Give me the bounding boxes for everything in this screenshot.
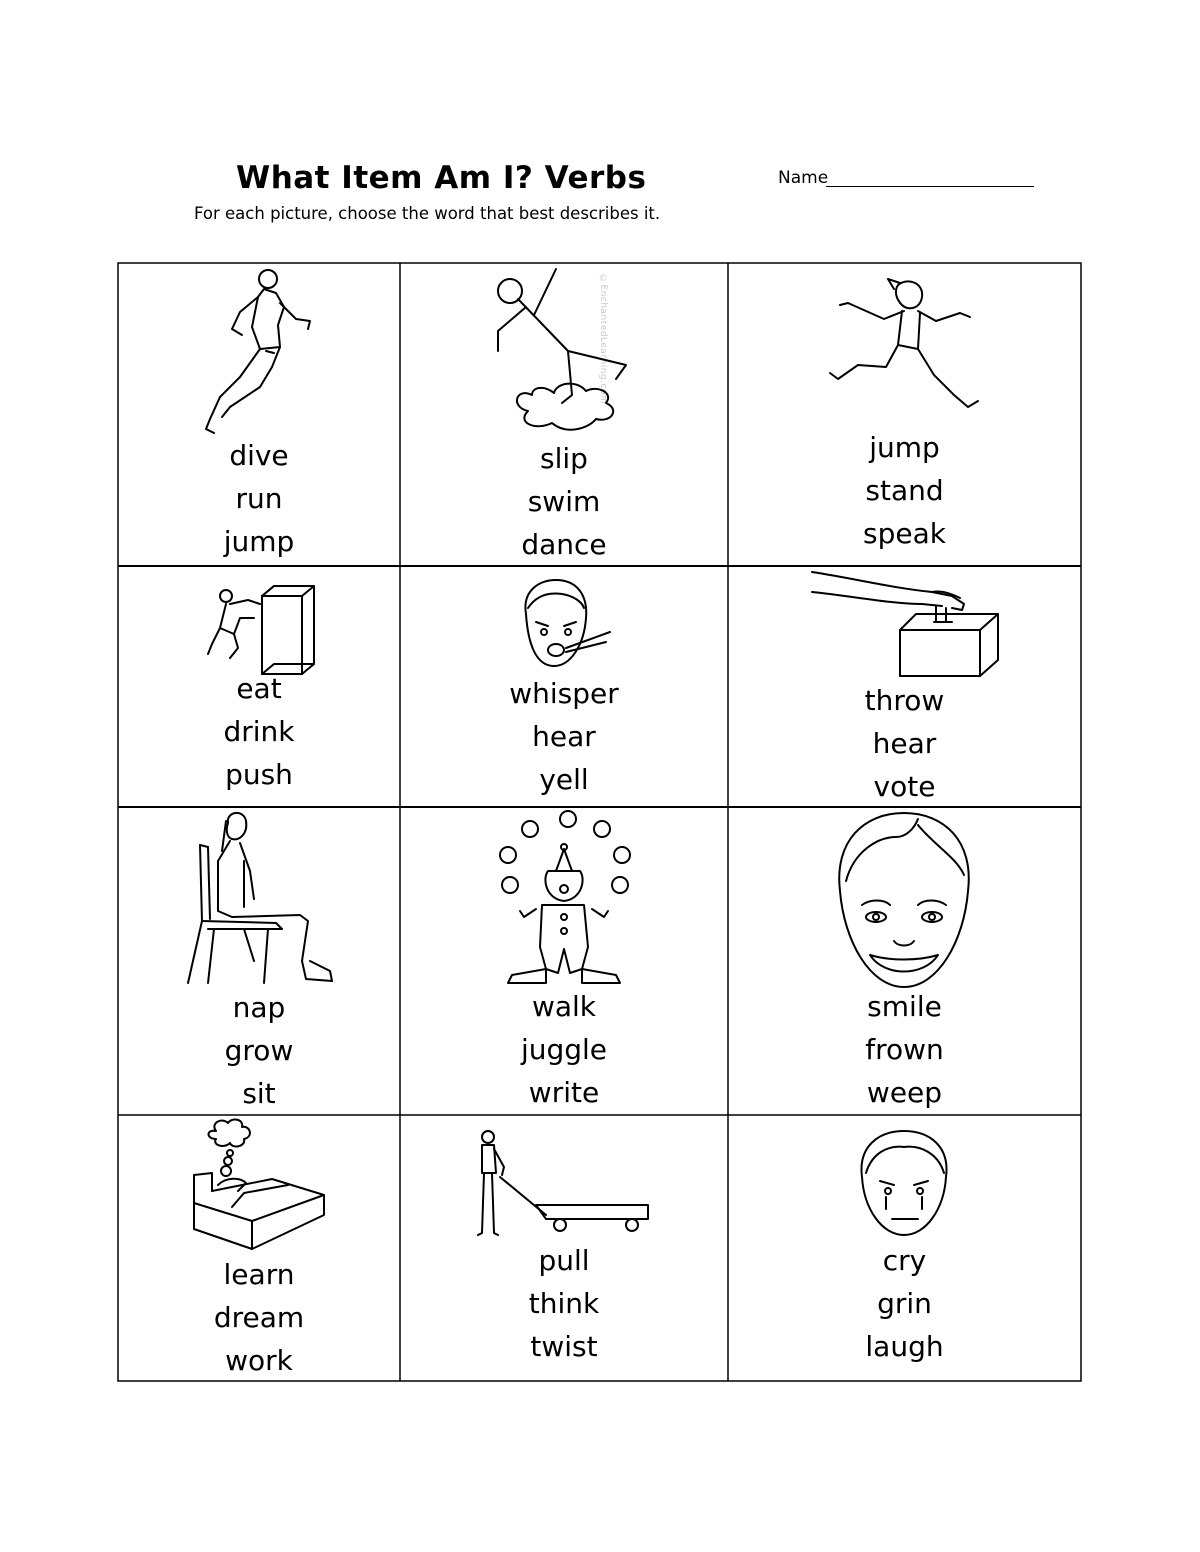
- word-choice[interactable]: dream: [213, 1301, 305, 1334]
- jumping-person-icon: [828, 275, 988, 425]
- word-choices: [118, 986, 400, 1115]
- word-choice[interactable]: run: [235, 482, 283, 515]
- shouting-face-icon: [514, 578, 614, 672]
- word-choice[interactable]: jump: [869, 431, 940, 464]
- word-choice[interactable]: slip: [540, 442, 588, 475]
- word-choice[interactable]: cry: [882, 1244, 927, 1277]
- cell-runner: [118, 263, 400, 566]
- sleeping-in-bed-icon: [192, 1119, 332, 1259]
- word-choices: [118, 434, 400, 563]
- word-choice[interactable]: write: [528, 1076, 600, 1109]
- word-choice[interactable]: hear: [532, 720, 596, 753]
- woman-sitting-chair-icon: [184, 811, 344, 991]
- word-choice[interactable]: nap: [232, 991, 286, 1024]
- word-choice[interactable]: whisper: [509, 677, 619, 710]
- cell-dream: [118, 1115, 400, 1381]
- word-choice[interactable]: learn: [223, 1258, 295, 1291]
- word-choices: [118, 667, 400, 796]
- juggling-clown-icon: [496, 809, 636, 989]
- cell-juggle: [400, 807, 728, 1115]
- cell-sit: [118, 807, 400, 1115]
- word-choice[interactable]: grow: [224, 1034, 294, 1067]
- word-choice[interactable]: grin: [877, 1287, 932, 1320]
- word-choice[interactable]: walk: [531, 990, 597, 1023]
- smiling-face-icon: [834, 811, 974, 991]
- word-choice[interactable]: dive: [229, 439, 289, 472]
- name-label: Name: [778, 168, 829, 188]
- word-choice[interactable]: twist: [530, 1330, 598, 1363]
- word-choice[interactable]: laugh: [865, 1330, 944, 1363]
- word-choice[interactable]: vote: [873, 770, 936, 803]
- word-choices: [400, 672, 728, 801]
- word-choice[interactable]: sit: [242, 1077, 276, 1110]
- word-choice[interactable]: swim: [527, 485, 601, 518]
- copyright-watermark: ©EnchantedLearning.com: [598, 274, 608, 405]
- cell-slip: [400, 263, 728, 566]
- word-choices: [728, 426, 1081, 555]
- word-choice[interactable]: dance: [521, 528, 607, 561]
- hand-voting-ballot-box-icon: [812, 570, 1002, 680]
- word-choice[interactable]: pull: [538, 1244, 590, 1277]
- word-choices: [728, 679, 1081, 808]
- word-choices: [728, 985, 1081, 1114]
- word-choice[interactable]: push: [225, 758, 293, 791]
- runner-icon: [200, 267, 340, 437]
- cell-push: [118, 566, 400, 807]
- cell-cry: [728, 1115, 1081, 1381]
- word-choice[interactable]: throw: [864, 684, 945, 717]
- word-choices: [400, 437, 728, 566]
- cell-vote: [728, 566, 1081, 807]
- word-choice[interactable]: weep: [866, 1076, 943, 1109]
- cell-yell: [400, 566, 728, 807]
- word-choices: [400, 985, 728, 1114]
- word-choice[interactable]: eat: [236, 672, 282, 705]
- word-choice[interactable]: think: [528, 1287, 600, 1320]
- cell-jump: [728, 263, 1081, 566]
- page-title: What Item Am I? Verbs: [236, 160, 647, 196]
- word-choice[interactable]: yell: [539, 763, 589, 796]
- crying-face-icon: [856, 1129, 956, 1239]
- person-pushing-box-icon: [204, 578, 324, 668]
- word-choice[interactable]: jump: [223, 525, 295, 558]
- word-choice[interactable]: smile: [867, 990, 942, 1023]
- cell-smile: [728, 807, 1081, 1115]
- word-choice[interactable]: stand: [865, 474, 944, 507]
- word-choice[interactable]: hear: [872, 727, 937, 760]
- word-choice[interactable]: frown: [865, 1033, 944, 1066]
- word-choice[interactable]: juggle: [520, 1033, 608, 1066]
- word-choice[interactable]: work: [225, 1344, 293, 1377]
- slipping-stick-figure-icon: [496, 265, 646, 435]
- word-choice[interactable]: speak: [863, 517, 946, 550]
- word-choices: [118, 1253, 400, 1382]
- word-choices: [400, 1239, 728, 1368]
- cell-pull: [400, 1115, 728, 1381]
- word-choices: [728, 1239, 1081, 1368]
- instructions: For each picture, choose the word that best describes it.: [194, 204, 661, 223]
- man-pulling-wagon-icon: [474, 1129, 654, 1239]
- word-choice[interactable]: drink: [223, 715, 295, 748]
